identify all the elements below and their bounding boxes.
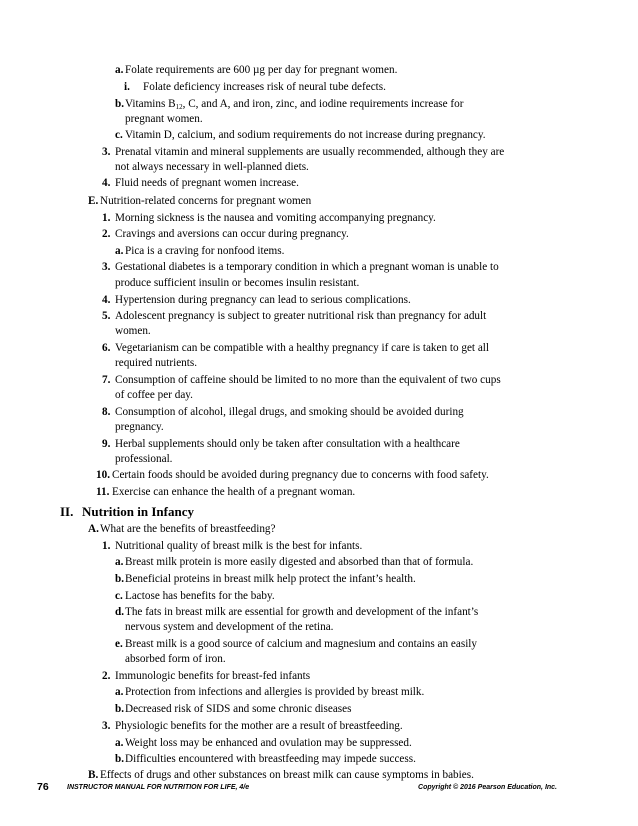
line-text: Prenatal vitamin and mineral supplements are usually recommended, although they are bbox=[115, 146, 505, 158]
line-text: Lactose has benefits for the baby. bbox=[125, 590, 275, 602]
line-text: Exercise can enhance the health of a pregnant woman. bbox=[112, 486, 356, 498]
line-text: Weight loss may be enhanced and ovulation may be suppressed. bbox=[125, 737, 412, 749]
list-marker: a. bbox=[115, 245, 124, 257]
line-text: Adolescent pregnancy is subject to greater nutritional risk than pregnancy for adult bbox=[115, 310, 487, 322]
line-text: Folate requirements are 600 µg per day for pregnant women. bbox=[125, 64, 398, 76]
line-text: Decreased risk of SIDS and some chronic diseases bbox=[125, 703, 352, 715]
list-marker: 9. bbox=[102, 438, 111, 450]
line-text: women. bbox=[115, 325, 151, 337]
list-marker: A. bbox=[88, 523, 99, 535]
list-marker: 2. bbox=[102, 670, 111, 682]
list-marker: a. bbox=[115, 556, 124, 568]
line-text: Protection from infections and allergies is provided by breast milk. bbox=[125, 686, 425, 698]
list-marker: 1. bbox=[102, 212, 111, 224]
list-marker: b. bbox=[115, 573, 125, 585]
list-marker: 4. bbox=[102, 294, 111, 306]
list-marker: 2. bbox=[102, 228, 111, 240]
line-text: Certain foods should be avoided during pregnancy due to concerns with food safety. bbox=[112, 469, 489, 481]
line-text: Herbal supplements should only be taken after consultation with a healthcare bbox=[115, 438, 460, 450]
list-marker: 8. bbox=[102, 406, 111, 418]
page-number: 76 bbox=[37, 781, 49, 793]
list-marker: a. bbox=[115, 737, 124, 749]
list-marker: i. bbox=[124, 81, 130, 93]
list-marker: b. bbox=[115, 703, 125, 715]
line-text: Nutrition in Infancy bbox=[82, 504, 194, 519]
line-text: Vegetarianism can be compatible with a healthy pregnancy if care is taken to get all bbox=[115, 342, 490, 354]
list-marker: 11. bbox=[96, 486, 110, 498]
list-marker: 3. bbox=[102, 261, 111, 273]
list-marker: b. bbox=[115, 753, 125, 765]
list-marker: 1. bbox=[102, 540, 111, 552]
line-text: pregnancy. bbox=[115, 421, 164, 433]
line-text: Fluid needs of pregnant women increase. bbox=[115, 177, 299, 189]
footer-title: INSTRUCTOR MANUAL FOR NUTRITION FOR LIFE, 4/e bbox=[67, 784, 250, 791]
line-text: of coffee per day. bbox=[115, 389, 193, 401]
list-marker: 10. bbox=[96, 469, 110, 481]
line-text: pregnant women. bbox=[125, 113, 203, 125]
line-text: required nutrients. bbox=[115, 357, 198, 369]
list-marker: d. bbox=[115, 606, 125, 618]
line-text: Vitamin D, calcium, and sodium requirements do not increase during pregnancy. bbox=[125, 129, 486, 141]
line-text: Breast milk protein is more easily digested and absorbed than that of formula. bbox=[125, 556, 474, 568]
list-marker: 3. bbox=[102, 146, 111, 158]
line-text: Beneficial proteins in breast milk help protect the infant’s health. bbox=[125, 573, 416, 585]
list-marker: 3. bbox=[102, 720, 111, 732]
line-text: Vitamins $B_{12}$, C, and A, and iron, zinc, and iodine requirements increase for bbox=[125, 98, 464, 111]
list-marker: 5. bbox=[102, 310, 111, 322]
list-marker: 7. bbox=[102, 374, 111, 386]
page-footer bbox=[37, 780, 597, 794]
line-text: Effects of drugs and other substances on breast milk can cause symptoms in babies. bbox=[100, 769, 474, 781]
line-text: Nutrition-related concerns for pregnant women bbox=[100, 195, 312, 207]
line-text: Morning sickness is the nausea and vomiting accompanying pregnancy. bbox=[115, 212, 436, 224]
line-text: not always necessary in well-planned diets. bbox=[115, 161, 309, 173]
line-text: Immunologic benefits for breast-fed infants bbox=[115, 670, 311, 682]
line-text: absorbed form of iron. bbox=[125, 653, 226, 665]
line-text: Difficulties encountered with breastfeeding may impede success. bbox=[125, 753, 416, 765]
list-marker: II. bbox=[60, 504, 74, 519]
list-marker: 4. bbox=[102, 177, 111, 189]
list-marker: 6. bbox=[102, 342, 111, 354]
line-text: Cravings and aversions can occur during pregnancy. bbox=[115, 228, 349, 240]
line-text: produce sufficient insulin or becomes insulin resistant. bbox=[115, 277, 360, 289]
list-marker: c. bbox=[115, 129, 123, 141]
line-text: Physiologic benefits for the mother are a result of breastfeeding. bbox=[115, 720, 403, 732]
line-text: Nutritional quality of breast milk is the best for infants. bbox=[115, 540, 363, 552]
line-text: Gestational diabetes is a temporary condition in which a pregnant woman is unable to bbox=[115, 261, 499, 273]
line-text: Consumption of caffeine should be limited to no more than the equivalent of two cups bbox=[115, 374, 501, 386]
list-marker: a. bbox=[115, 64, 124, 76]
list-marker: b. bbox=[115, 98, 125, 110]
line-text: Consumption of alcohol, illegal drugs, and smoking should be avoided during bbox=[115, 406, 464, 418]
line-text: What are the benefits of breastfeeding? bbox=[100, 523, 276, 535]
list-marker: c. bbox=[115, 590, 123, 602]
line-text: professional. bbox=[115, 453, 173, 465]
line-text: Breast milk is a good source of calcium and magnesium and contains an easily bbox=[125, 638, 478, 650]
line-text: Pica is a craving for nonfood items. bbox=[125, 245, 285, 257]
list-marker: E. bbox=[88, 195, 99, 207]
list-marker: B. bbox=[88, 769, 99, 781]
line-text: Hypertension during pregnancy can lead to serious complications. bbox=[115, 294, 411, 306]
footer-copyright: Copyright © 2016 Pearson Education, Inc. bbox=[418, 784, 557, 791]
line-text: The fats in breast milk are essential for growth and development of the infant’s bbox=[125, 606, 479, 618]
list-marker: a. bbox=[115, 686, 124, 698]
list-marker: e. bbox=[115, 638, 123, 650]
line-text: Folate deficiency increases risk of neural tube defects. bbox=[143, 81, 386, 93]
line-text: nervous system and development of the retina. bbox=[125, 621, 334, 633]
